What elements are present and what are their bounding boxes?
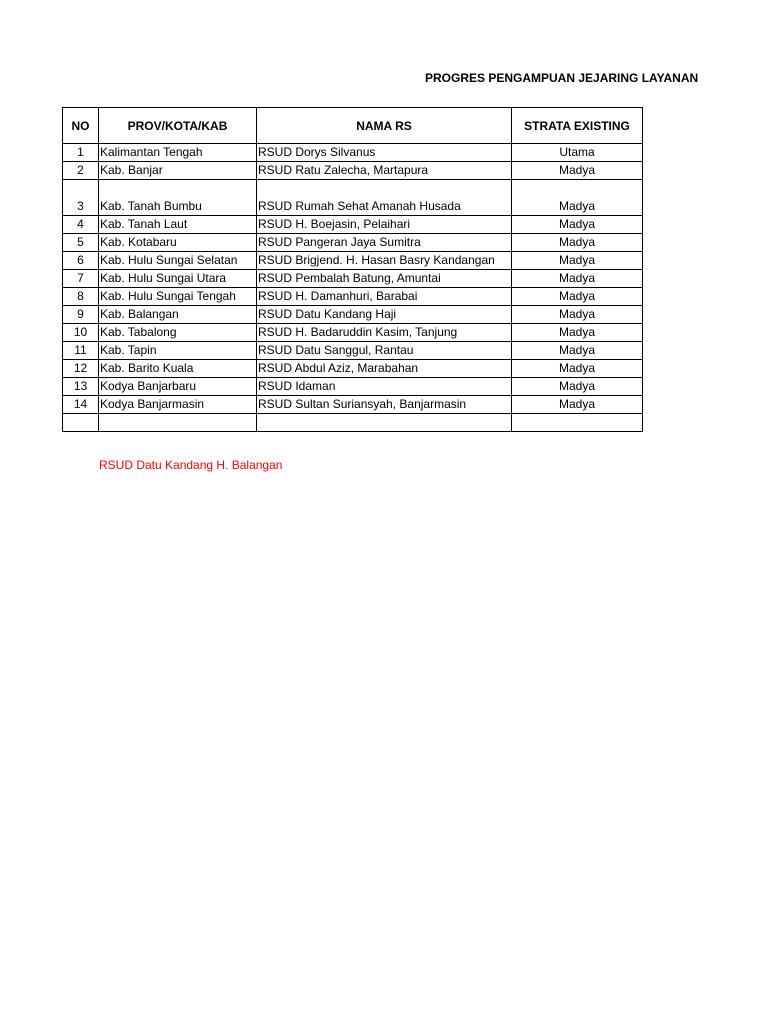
cell-strata: Madya [512, 270, 643, 288]
empty-table-row [63, 414, 643, 432]
cell-region: Kab. Hulu Sungai Tengah [99, 288, 257, 306]
cell-strata: Madya [512, 180, 643, 216]
cell-region: Kab. Banjar [99, 162, 257, 180]
cell-region: Kab. Barito Kuala [99, 360, 257, 378]
cell-hospital: RSUD H. Badaruddin Kasim, Tanjung [257, 324, 512, 342]
cell-no: 11 [63, 342, 99, 360]
cell-hospital: RSUD Dorys Silvanus [257, 144, 512, 162]
cell-strata: Madya [512, 324, 643, 342]
cell-region: Kab. Tanah Laut [99, 216, 257, 234]
cell-hospital: RSUD Pangeran Jaya Sumitra [257, 234, 512, 252]
header-region: PROV/KOTA/KAB [99, 108, 257, 144]
cell-no: 1 [63, 144, 99, 162]
cell-strata: Utama [512, 144, 643, 162]
cell-hospital: RSUD Rumah Sehat Amanah Husada [257, 180, 512, 216]
cell-region: Kab. Tapin [99, 342, 257, 360]
cell-strata: Madya [512, 396, 643, 414]
table-row [63, 288, 643, 306]
table-row [63, 306, 643, 324]
empty-cell [257, 414, 512, 432]
table-row [63, 144, 643, 162]
cell-region: Kalimantan Tengah [99, 144, 257, 162]
cell-region: Kab. Hulu Sungai Utara [99, 270, 257, 288]
cell-hospital: RSUD Idaman [257, 378, 512, 396]
cell-hospital: RSUD Datu Sanggul, Rantau [257, 342, 512, 360]
cell-region: Kab. Tanah Bumbu [99, 180, 257, 216]
cell-no: 6 [63, 252, 99, 270]
hospital-table [62, 107, 643, 432]
cell-hospital: RSUD Brigjend. H. Hasan Basry Kandangan [257, 252, 512, 270]
cell-no: 9 [63, 306, 99, 324]
cell-no: 10 [63, 324, 99, 342]
cell-hospital: RSUD H. Boejasin, Pelaihari [257, 216, 512, 234]
cell-strata: Madya [512, 378, 643, 396]
highlight-note: RSUD Datu Kandang H. Balangan [99, 458, 283, 472]
table-header-row [63, 108, 643, 144]
table-row [63, 162, 643, 180]
cell-no: 5 [63, 234, 99, 252]
header-no: NO [63, 108, 99, 144]
table-row [63, 234, 643, 252]
cell-no: 14 [63, 396, 99, 414]
table-row [63, 270, 643, 288]
cell-no: 3 [63, 180, 99, 216]
cell-no: 2 [63, 162, 99, 180]
cell-region: Kab. Kotabaru [99, 234, 257, 252]
cell-strata: Madya [512, 360, 643, 378]
header-strata: STRATA EXISTING [512, 108, 643, 144]
cell-strata: Madya [512, 216, 643, 234]
table-row [63, 216, 643, 234]
cell-no: 13 [63, 378, 99, 396]
table-row [63, 252, 643, 270]
cell-strata: Madya [512, 234, 643, 252]
table-row [63, 180, 643, 216]
cell-hospital: RSUD Abdul Aziz, Marabahan [257, 360, 512, 378]
cell-hospital: RSUD H. Damanhuri, Barabai [257, 288, 512, 306]
cell-strata: Madya [512, 306, 643, 324]
empty-cell [99, 414, 257, 432]
cell-hospital: RSUD Pembalah Batung, Amuntai [257, 270, 512, 288]
cell-no: 8 [63, 288, 99, 306]
cell-hospital: RSUD Datu Kandang Haji [257, 306, 512, 324]
table-row [63, 360, 643, 378]
cell-strata: Madya [512, 342, 643, 360]
header-hospital: NAMA RS [257, 108, 512, 144]
table-row [63, 324, 643, 342]
cell-strata: Madya [512, 162, 643, 180]
cell-region: Kodya Banjarmasin [99, 396, 257, 414]
empty-cell [63, 414, 99, 432]
cell-region: Kodya Banjarbaru [99, 378, 257, 396]
cell-hospital: RSUD Sultan Suriansyah, Banjarmasin [257, 396, 512, 414]
cell-region: Kab. Balangan [99, 306, 257, 324]
cell-region: Kab. Hulu Sungai Selatan [99, 252, 257, 270]
cell-strata: Madya [512, 252, 643, 270]
table-row [63, 378, 643, 396]
page-title: PROGRES PENGAMPUAN JEJARING LAYANAN [425, 71, 699, 85]
table-row [63, 342, 643, 360]
cell-no: 12 [63, 360, 99, 378]
cell-no: 4 [63, 216, 99, 234]
cell-strata: Madya [512, 288, 643, 306]
table-row [63, 396, 643, 414]
cell-no: 7 [63, 270, 99, 288]
empty-cell [512, 414, 643, 432]
cell-region: Kab. Tabalong [99, 324, 257, 342]
cell-hospital: RSUD Ratu Zalecha, Martapura [257, 162, 512, 180]
